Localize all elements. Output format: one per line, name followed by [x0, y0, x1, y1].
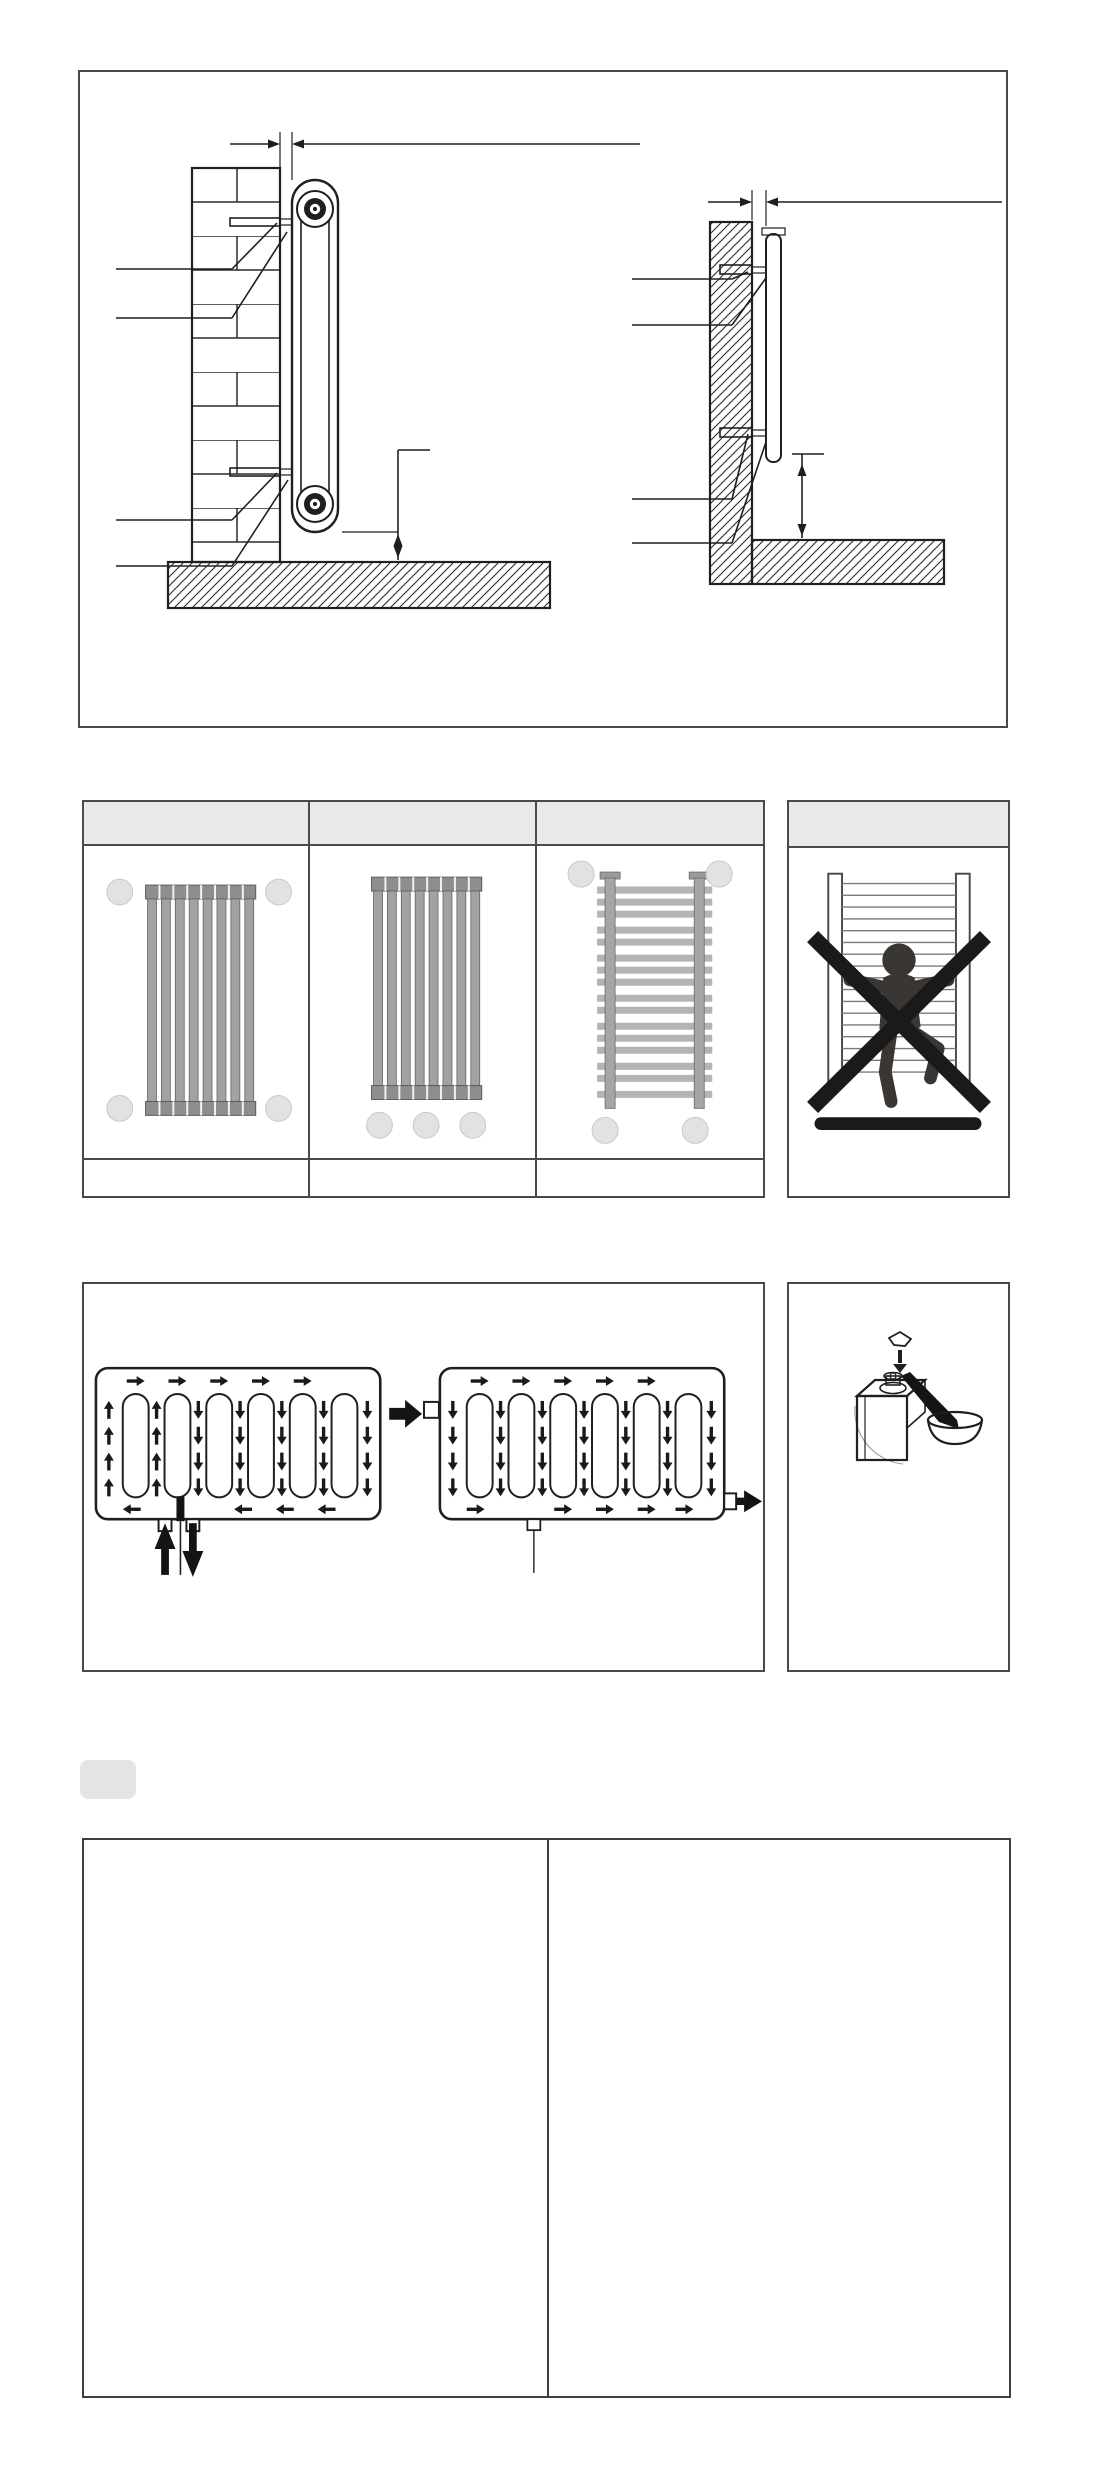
- special-radiator-figure: [310, 846, 534, 1158]
- port-cell-special: [310, 846, 536, 1158]
- radiator-hook-bottom: [280, 469, 292, 475]
- baffle-plate: [176, 1496, 184, 1521]
- vent-section: [787, 1282, 1010, 1672]
- warranty-includes-column: [84, 1840, 547, 2396]
- port-number-badges: [367, 1112, 486, 1138]
- regular-install-diagram: [116, 132, 640, 608]
- installation-diagrams: [80, 72, 1006, 726]
- outlet-arrow: [736, 1490, 762, 1512]
- baffle-diagrams: [86, 1364, 762, 1581]
- change-arrow: [389, 1400, 422, 1428]
- port-codes-bath: [537, 1158, 763, 1196]
- radiator-hook-top: [280, 219, 292, 225]
- footer-accent-line: [0, 2462, 665, 2467]
- warranty-excludes-column: [547, 1840, 1010, 2396]
- warranty-section-heading: [80, 1760, 136, 1799]
- radiator-hook-bottom: [752, 430, 766, 436]
- port-cell-regular: [84, 846, 310, 1158]
- brick-wall: [192, 168, 280, 562]
- port-codes-regular: [84, 1158, 310, 1196]
- wall-gap-dimension: [230, 132, 640, 180]
- radiator-panel: [766, 234, 781, 462]
- baffle-section: [82, 1282, 765, 1672]
- pipe-fitting-bottom: [297, 486, 333, 522]
- wall-gap-dimension: [708, 190, 1002, 226]
- vent-valve: [880, 1373, 906, 1394]
- port-cell-bath: [537, 846, 763, 1158]
- installation-section: [78, 70, 1008, 728]
- regular-radiator-figure: [84, 846, 308, 1158]
- vent-figure: [801, 1328, 1000, 1468]
- no-climb-figure: [789, 848, 1008, 1196]
- port-number-badges: [107, 879, 292, 1121]
- port-header-regular: [84, 802, 310, 846]
- no-climb-box: [787, 800, 1010, 1198]
- without-baffle-diagram: [424, 1368, 762, 1573]
- no-climb-header: [789, 802, 1008, 848]
- port-header-bath: [537, 802, 763, 846]
- floor-slab: [752, 540, 944, 584]
- vent-key: [889, 1332, 911, 1373]
- radiator-column: [292, 180, 338, 532]
- water-stream: [901, 1372, 959, 1429]
- bathroom-install-diagram: [632, 190, 1002, 584]
- floor-gap-dimension: [792, 454, 824, 538]
- floor-slab: [168, 562, 550, 608]
- radiator-hook-top: [752, 267, 766, 273]
- warranty-table: [82, 1838, 1011, 2398]
- hatched-wall: [710, 222, 752, 584]
- pipe-fitting-top: [297, 191, 333, 227]
- floor-gap-dimension: [342, 450, 430, 560]
- port-types-table: [82, 800, 765, 1198]
- port-codes-special: [310, 1158, 536, 1196]
- bath-radiator-figure: [537, 846, 763, 1158]
- port-header-special: [310, 802, 536, 846]
- floor-bar: [815, 1117, 982, 1130]
- with-baffle-diagram: [96, 1368, 380, 1577]
